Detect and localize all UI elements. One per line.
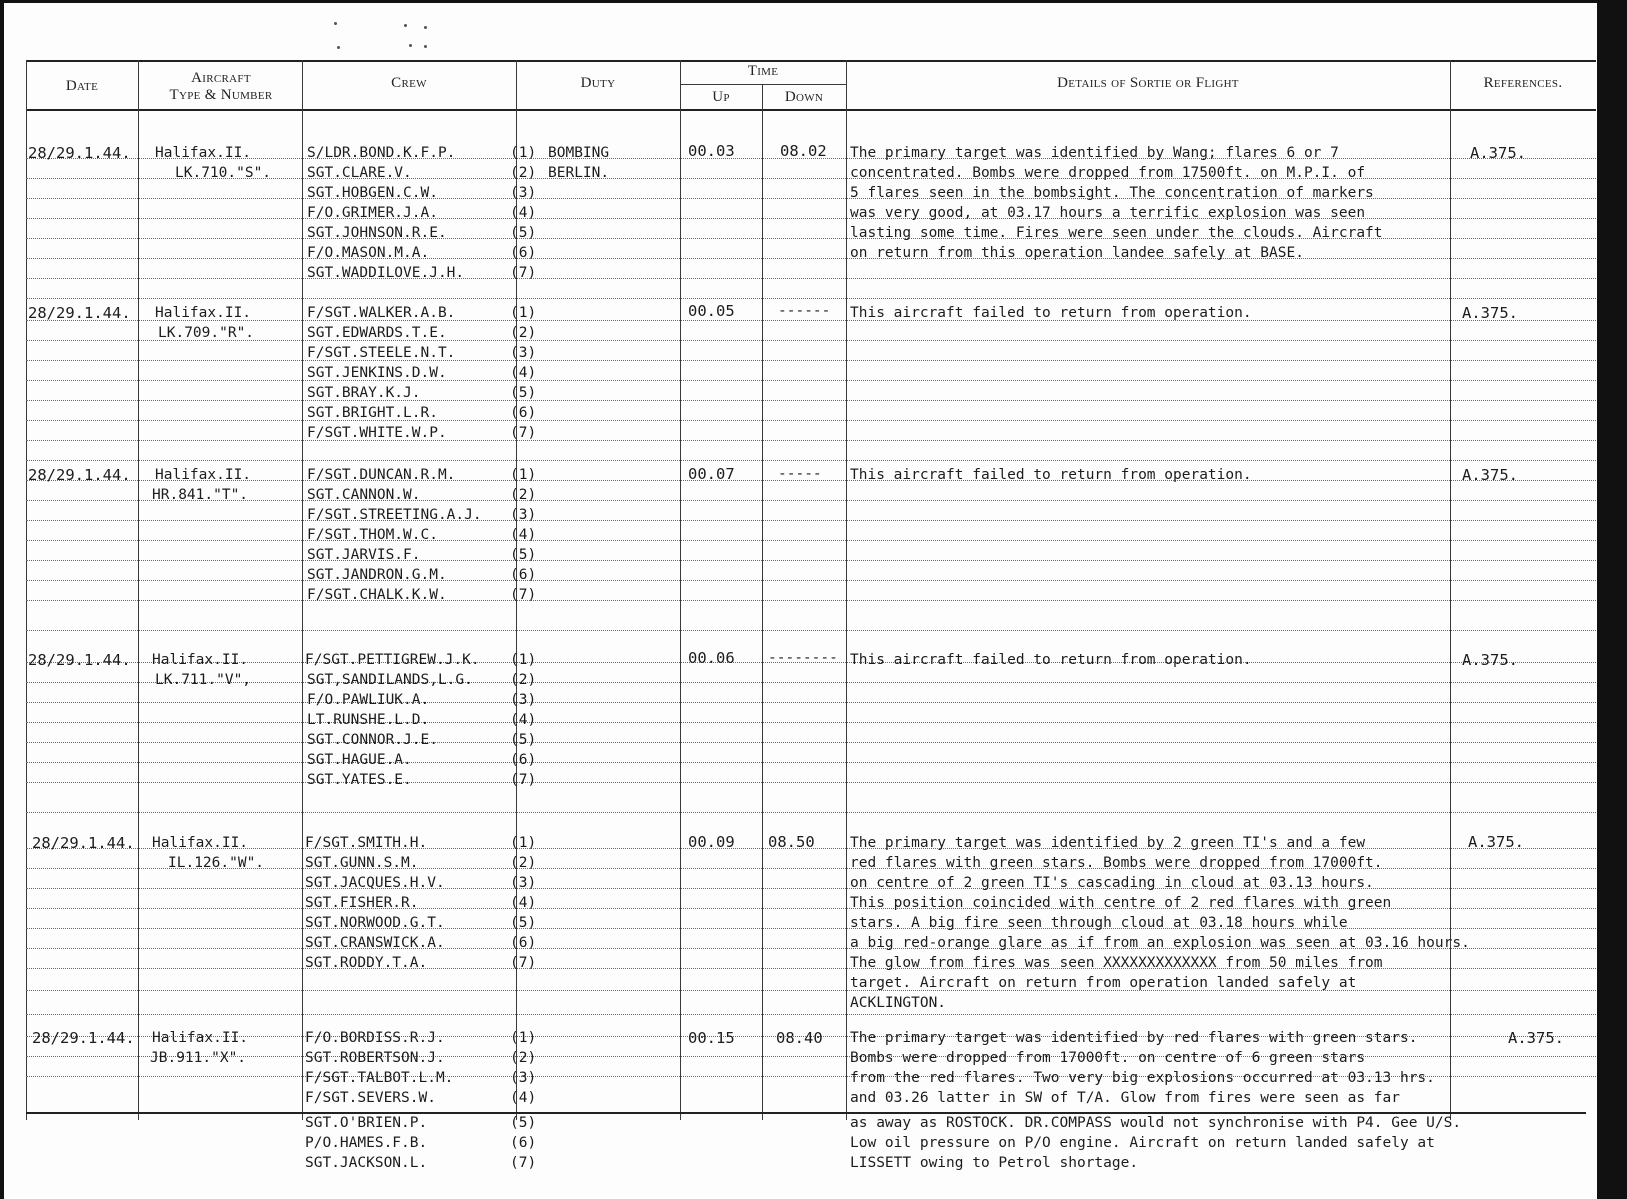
ledger-line xyxy=(26,702,1596,703)
details-line: LISSETT owing to Petrol shortage. xyxy=(850,1155,1139,1171)
header-details: Details of Sortie or Flight xyxy=(1057,75,1239,91)
crew-member: SGT.GUNN.S.M. xyxy=(305,855,419,871)
crew-position: (5) xyxy=(510,547,537,563)
crew-member: SGT.CANNON.W. xyxy=(307,487,421,503)
header-references: References. xyxy=(1483,75,1563,91)
ledger-line xyxy=(26,928,1596,929)
aircraft-number: HR.841."T". xyxy=(152,487,249,503)
crew-position: (7) xyxy=(510,265,537,281)
crew-position: (5) xyxy=(510,1115,537,1131)
crew-position: (1) xyxy=(510,305,537,321)
header-type-number: Type & Number xyxy=(169,87,273,103)
details-line: Bombs were dropped from 17000ft. on centre of 6 green stars xyxy=(850,1050,1366,1066)
aircraft-number: LK.710."S". xyxy=(175,165,272,181)
ledger-line xyxy=(26,298,1596,299)
details-line: concentrated. Bombs were dropped from 17500ft. on M.P.I. of xyxy=(850,165,1366,181)
crew-position: (7) xyxy=(510,1155,537,1171)
crew-position: (5) xyxy=(510,385,537,401)
crew-position: (3) xyxy=(510,185,537,201)
crew-member: S/LDR.BOND.K.F.P. xyxy=(307,145,456,161)
details-line: The primary target was identified by red flares with green stars. xyxy=(850,1030,1418,1046)
crew-member: SGT.YATES.E. xyxy=(307,772,412,788)
crew-position: (2) xyxy=(510,855,537,871)
aircraft-number: LK.709."R". xyxy=(158,325,255,341)
crew-position: (7) xyxy=(510,772,537,788)
details-line: as away as ROSTOCK. DR.COMPASS would not synchronise with P4. Gee U/S. xyxy=(850,1115,1462,1131)
crew-member: F/O.BORDISS.R.J. xyxy=(305,1030,445,1046)
col-rule xyxy=(762,84,763,1120)
sortie-date: 28/29.1.44. xyxy=(28,466,131,484)
aircraft-type: Halifax.II. xyxy=(155,145,252,161)
aircraft-type: Halifax.II. xyxy=(152,652,249,668)
crew-member: SGT.BRAY.K.J. xyxy=(307,385,421,401)
crew-member: F/SGT.CHALK.K.W. xyxy=(307,587,447,603)
time-sub-rule xyxy=(680,84,846,85)
crew-position: (1) xyxy=(510,145,537,161)
crew-position: (4) xyxy=(510,895,537,911)
crew-member: F/SGT.SEVERS.W. xyxy=(305,1090,436,1106)
crew-member: SGT.CLARE.V. xyxy=(307,165,412,181)
col-rule xyxy=(1450,60,1451,1120)
crew-position: (4) xyxy=(510,365,537,381)
time-down: 08.40 xyxy=(776,1029,823,1047)
ledger-line xyxy=(26,990,1596,991)
details-line: and 03.26 latter in SW of T/A. Glow from fires were seen as far xyxy=(850,1090,1400,1106)
details-line: on centre of 2 green TI's cascading in cloud at 03.13 hours. xyxy=(850,875,1374,891)
crew-member: LT.RUNSHE.L.D. xyxy=(307,712,430,728)
ledger-line xyxy=(26,460,1596,461)
ledger-line xyxy=(26,560,1596,561)
crew-member: P/O.HAMES.F.B. xyxy=(305,1135,428,1151)
details-line: a big red-orange glare as if from an explosion was seen at 03.16 hours. xyxy=(850,935,1470,951)
details-line: This aircraft failed to return from operation. xyxy=(850,305,1252,321)
crew-member: SGT.JENKINS.D.W. xyxy=(307,365,447,381)
speck xyxy=(334,22,337,25)
scan-edge-top xyxy=(0,0,1627,3)
page-join-rule xyxy=(26,1112,1586,1114)
header-aircraft: Aircraft xyxy=(191,70,251,86)
crew-member: F/SGT.WHITE.W.P. xyxy=(307,425,447,441)
crew-member: SGT.JACQUES.H.V. xyxy=(305,875,445,891)
duty: BERLIN. xyxy=(548,165,610,181)
details-line: target. Aircraft on return from operation landed safely at xyxy=(850,975,1357,991)
crew-member: SGT.JACKSON.L. xyxy=(305,1155,428,1171)
details-line: stars. A big fire seen through cloud at 03.18 hours while xyxy=(850,915,1348,931)
speck xyxy=(337,46,340,49)
crew-member: SGT.WADDILOVE.J.H. xyxy=(307,265,465,281)
aircraft-type: Halifax.II. xyxy=(152,835,249,851)
crew-position: (7) xyxy=(510,587,537,603)
crew-member: F/SGT.THOM.W.C. xyxy=(307,527,438,543)
col-rule xyxy=(138,60,139,1120)
crew-member: F/O.PAWLIUK.A. xyxy=(307,692,430,708)
header-down: Down xyxy=(784,89,824,105)
crew-position: (3) xyxy=(510,875,537,891)
crew-member: SGT.HAGUE.A. xyxy=(307,752,412,768)
ledger-line xyxy=(26,722,1596,723)
crew-position: (5) xyxy=(510,225,537,241)
time-up: 00.06 xyxy=(688,649,735,667)
crew-position: (1) xyxy=(510,835,537,851)
details-line: The primary target was identified by 2 green TI's and a few xyxy=(850,835,1366,851)
crew-position: (2) xyxy=(510,1050,537,1066)
ledger-line xyxy=(26,500,1596,501)
crew-member: SGT.JARVIS.F. xyxy=(307,547,421,563)
reference: A.375. xyxy=(1462,466,1518,484)
header-date: Date xyxy=(65,78,99,94)
ledger-line xyxy=(26,520,1596,521)
reference: A.375. xyxy=(1462,651,1518,669)
time-up: 00.09 xyxy=(688,833,735,851)
ledger-line xyxy=(26,400,1596,401)
header-top-rule xyxy=(26,60,1596,62)
ledger-line xyxy=(26,682,1596,683)
crew-position: (1) xyxy=(510,467,537,483)
time-up: 00.03 xyxy=(688,142,735,160)
sortie-date: 28/29.1.44. xyxy=(32,1029,135,1047)
time-down: ----- xyxy=(778,466,822,482)
crew-position: (4) xyxy=(510,712,537,728)
header-bottom-rule xyxy=(26,109,1596,111)
crew-position: (6) xyxy=(510,935,537,951)
col-rule xyxy=(846,60,847,1120)
time-up: 00.07 xyxy=(688,465,735,483)
ledger-line xyxy=(26,380,1596,381)
col-rule xyxy=(302,60,303,1120)
details-line: was very good, at 03.17 hours a terrific explosion was seen xyxy=(850,205,1366,221)
crew-member: SGT.O'BRIEN.P. xyxy=(305,1115,428,1131)
details-line: ACKLINGTON. xyxy=(850,995,947,1011)
crew-position: (3) xyxy=(510,692,537,708)
crew-member: SGT.JOHNSON.R.E. xyxy=(307,225,447,241)
details-line: This aircraft failed to return from operation. xyxy=(850,467,1252,483)
ledger-line xyxy=(26,812,1596,813)
reference: A.375. xyxy=(1468,833,1524,851)
aircraft-type: Halifax.II. xyxy=(155,467,252,483)
crew-member: SGT.CRANSWICK.A. xyxy=(305,935,445,951)
crew-member: F/SGT.PETTIGREW.J.K. xyxy=(305,652,480,668)
speck xyxy=(404,24,407,27)
sortie-date: 28/29.1.44. xyxy=(28,651,131,669)
crew-member: F/SGT.DUNCAN.R.M. xyxy=(307,467,456,483)
crew-member: F/SGT.STREETING.A.J. xyxy=(307,507,482,523)
time-up: 00.05 xyxy=(688,302,735,320)
crew-position: (5) xyxy=(510,915,537,931)
aircraft-number: IL.126."W". xyxy=(168,855,265,871)
crew-position: (6) xyxy=(510,752,537,768)
crew-member: SGT.EDWARDS.T.E. xyxy=(307,325,447,341)
speck xyxy=(424,26,427,29)
time-down: ------ xyxy=(778,303,831,319)
ledger-line xyxy=(26,630,1596,631)
crew-position: (4) xyxy=(510,527,537,543)
crew-position: (7) xyxy=(510,955,537,971)
crew-position: (6) xyxy=(510,1135,537,1151)
reference: A.375. xyxy=(1470,144,1526,162)
crew-position: (1) xyxy=(510,1030,537,1046)
ledger-line xyxy=(26,440,1596,441)
crew-position: (2) xyxy=(510,165,537,181)
crew-member: SGT.JANDRON.G.M. xyxy=(307,567,447,583)
crew-member: SGT.HOBGEN.C.W. xyxy=(307,185,438,201)
crew-position: (7) xyxy=(510,425,537,441)
details-line: lasting some time. Fires were seen under the clouds. Aircraft xyxy=(850,225,1383,241)
time-down: 08.50 xyxy=(768,833,815,851)
header-duty: Duty xyxy=(580,75,616,91)
details-line: Low oil pressure on P/O engine. Aircraft on return landed safely at xyxy=(850,1135,1435,1151)
ledger-line xyxy=(26,782,1596,783)
time-down: 08.02 xyxy=(780,142,827,160)
crew-member: SGT,SANDILANDS,L.G. xyxy=(307,672,473,688)
details-line: This aircraft failed to return from operation. xyxy=(850,652,1252,668)
crew-member: SGT.BRIGHT.L.R. xyxy=(307,405,438,421)
crew-position: (1) xyxy=(510,652,537,668)
crew-position: (4) xyxy=(510,205,537,221)
sortie-date: 28/29.1.44. xyxy=(28,304,131,322)
crew-position: (6) xyxy=(510,245,537,261)
ledger-line xyxy=(26,420,1596,421)
details-line: This position coincided with centre of 2 red flares with green xyxy=(850,895,1392,911)
ledger-line xyxy=(26,1014,1596,1015)
crew-member: SGT.RODDY.T.A. xyxy=(305,955,428,971)
sortie-date: 28/29.1.44. xyxy=(32,834,135,852)
crew-member: F/O.GRIMER.J.A. xyxy=(307,205,438,221)
crew-position: (2) xyxy=(510,325,537,341)
header-time: Time xyxy=(747,63,779,79)
ledger-line xyxy=(26,320,1596,321)
ledger-line xyxy=(26,540,1596,541)
col-rule xyxy=(680,60,681,1120)
crew-member: F/O.MASON.M.A. xyxy=(307,245,430,261)
col-rule xyxy=(26,60,27,1120)
crew-member: F/SGT.SMITH.H. xyxy=(305,835,428,851)
ledger-line xyxy=(26,340,1596,341)
details-line: The primary target was identified by Wang; flares 6 or 7 xyxy=(850,145,1339,161)
speck xyxy=(409,44,412,47)
crew-position: (2) xyxy=(510,672,537,688)
crew-position: (3) xyxy=(510,345,537,361)
crew-member: SGT.FISHER.R. xyxy=(305,895,419,911)
aircraft-type: Halifax.II. xyxy=(155,305,252,321)
crew-member: SGT.NORWOOD.G.T. xyxy=(305,915,445,931)
header-crew: Crew xyxy=(391,75,427,91)
details-line: from the red flares. Two very big explosions occurred at 03.13 hrs. xyxy=(850,1070,1435,1086)
ledger-line xyxy=(26,762,1596,763)
speck xyxy=(424,45,427,48)
crew-position: (6) xyxy=(510,567,537,583)
crew-position: (2) xyxy=(510,487,537,503)
details-line: 5 flares seen in the bombsight. The concentration of markers xyxy=(850,185,1374,201)
aircraft-type: Halifax.II. xyxy=(152,1030,249,1046)
time-up: 00.15 xyxy=(688,1029,735,1047)
header-up: Up xyxy=(712,89,730,105)
crew-member: F/SGT.TALBOT.L.M. xyxy=(305,1070,454,1086)
crew-member: F/SGT.WALKER.A.B. xyxy=(307,305,456,321)
details-line: red flares with green stars. Bombs were dropped from 17000ft. xyxy=(850,855,1383,871)
crew-position: (3) xyxy=(510,1070,537,1086)
crew-member: SGT.CONNOR.J.E. xyxy=(307,732,438,748)
crew-member: SGT.ROBERTSON.J. xyxy=(305,1050,445,1066)
crew-position: (6) xyxy=(510,405,537,421)
crew-position: (4) xyxy=(510,1090,537,1106)
sortie-date: 28/29.1.44. xyxy=(28,144,131,162)
details-line: on return from this operation landee safely at BASE. xyxy=(850,245,1304,261)
ledger-line xyxy=(26,600,1596,601)
ledger-line xyxy=(26,258,1596,259)
time-down: -------- xyxy=(768,650,838,666)
reference: A.375. xyxy=(1462,304,1518,322)
crew-position: (3) xyxy=(510,507,537,523)
ledger-line xyxy=(26,742,1596,743)
crew-position: (5) xyxy=(510,732,537,748)
aircraft-number: LK.711."V", xyxy=(155,672,252,688)
scan-edge-left xyxy=(0,0,4,1199)
aircraft-number: JB.911."X". xyxy=(150,1050,247,1066)
scan-edge-right xyxy=(1597,0,1627,1199)
details-line: The glow from fires was seen XXXXXXXXXXXXX from 50 miles from xyxy=(850,955,1383,971)
ledger-line xyxy=(26,278,1596,279)
duty: BOMBING xyxy=(548,145,610,161)
crew-member: F/SGT.STEELE.N.T. xyxy=(307,345,456,361)
ledger-line xyxy=(26,360,1596,361)
reference: A.375. xyxy=(1508,1029,1564,1047)
ledger-line xyxy=(26,580,1596,581)
